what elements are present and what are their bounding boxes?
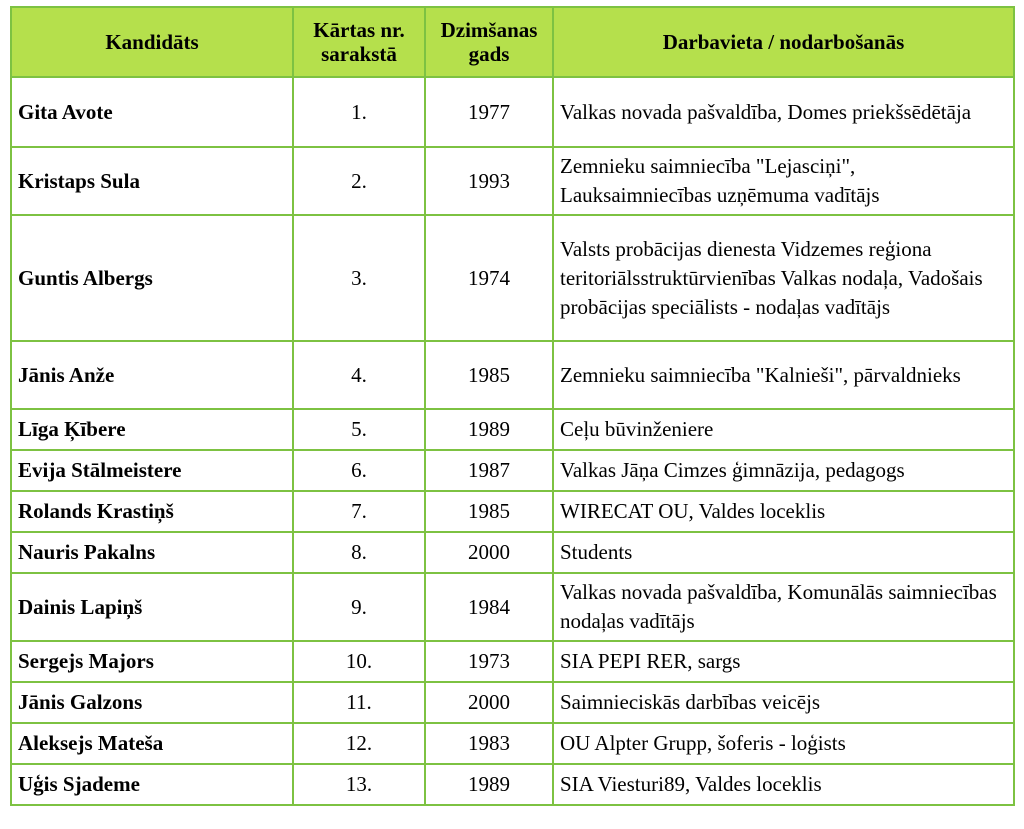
candidate-name: Dainis Lapiņš	[11, 573, 293, 641]
list-number: 1.	[293, 77, 425, 147]
list-number: 6.	[293, 450, 425, 491]
occupation: Ceļu būvinženiere	[553, 409, 1014, 450]
birth-year: 1989	[425, 764, 553, 805]
table-row	[11, 147, 1014, 215]
list-number: 11.	[293, 682, 425, 723]
list-number: 3.	[293, 215, 425, 341]
header-birth-year: Dzimšanas gads	[425, 7, 553, 77]
occupation: Valkas novada pašvaldība, Komunālās saimniecības nodaļas vadītājs	[553, 573, 1014, 641]
birth-year: 1974	[425, 215, 553, 341]
birth-year: 1983	[425, 723, 553, 764]
header-occupation: Darbavieta / nodarbošanās	[553, 7, 1014, 77]
candidate-name: Sergejs Majors	[11, 641, 293, 682]
birth-year: 1977	[425, 77, 553, 147]
list-number: 12.	[293, 723, 425, 764]
candidate-name: Gita Avote	[11, 77, 293, 147]
occupation: Valkas Jāņa Cimzes ģimnāzija, pedagogs	[553, 450, 1014, 491]
birth-year: 1985	[425, 491, 553, 532]
table-row	[11, 215, 1014, 341]
table-row	[11, 491, 1014, 532]
table-row	[11, 409, 1014, 450]
occupation: WIRECAT OU, Valdes loceklis	[553, 491, 1014, 532]
table-row	[11, 723, 1014, 764]
list-number: 4.	[293, 341, 425, 409]
occupation: SIA PEPI RER, sargs	[553, 641, 1014, 682]
occupation: Zemnieku saimniecība "Kalnieši", pārvaldnieks	[553, 341, 1014, 409]
candidate-name: Jānis Galzons	[11, 682, 293, 723]
occupation: Saimnieciskās darbības veicējs	[553, 682, 1014, 723]
birth-year: 1993	[425, 147, 553, 215]
table-row	[11, 450, 1014, 491]
occupation: Students	[553, 532, 1014, 573]
table-row	[11, 573, 1014, 641]
birth-year: 1985	[425, 341, 553, 409]
occupation: Valsts probācijas dienesta Vidzemes reģiona teritoriālsstruktūrvienības Valkas nodaļa, Vadošais probācijas speciālists - nodaļas vadītājs	[553, 215, 1014, 341]
list-number: 7.	[293, 491, 425, 532]
candidate-name: Rolands Krastiņš	[11, 491, 293, 532]
list-number: 8.	[293, 532, 425, 573]
table-row	[11, 764, 1014, 805]
candidate-name: Līga Ķībere	[11, 409, 293, 450]
table-header	[11, 7, 1014, 77]
header-list-number: Kārtas nr. sarakstā	[293, 7, 425, 77]
header-row	[11, 7, 1014, 77]
birth-year: 1987	[425, 450, 553, 491]
candidates-table	[10, 6, 1015, 806]
list-number: 9.	[293, 573, 425, 641]
list-number: 10.	[293, 641, 425, 682]
candidate-name: Nauris Pakalns	[11, 532, 293, 573]
occupation: Zemnieku saimniecība "Lejasciņi", Lauksaimniecības uzņēmuma vadītājs	[553, 147, 1014, 215]
occupation: Valkas novada pašvaldība, Domes priekšsēdētāja	[553, 77, 1014, 147]
list-number: 2.	[293, 147, 425, 215]
list-number: 5.	[293, 409, 425, 450]
candidate-name: Evija Stālmeistere	[11, 450, 293, 491]
occupation: SIA Viesturi89, Valdes loceklis	[553, 764, 1014, 805]
candidate-name: Uģis Sjademe	[11, 764, 293, 805]
list-number: 13.	[293, 764, 425, 805]
table-row	[11, 77, 1014, 147]
candidate-name: Jānis Anže	[11, 341, 293, 409]
candidate-name: Guntis Albergs	[11, 215, 293, 341]
candidate-name: Aleksejs Mateša	[11, 723, 293, 764]
table-row	[11, 682, 1014, 723]
occupation: OU Alpter Grupp, šoferis - loģists	[553, 723, 1014, 764]
birth-year: 1989	[425, 409, 553, 450]
birth-year: 1984	[425, 573, 553, 641]
birth-year: 2000	[425, 682, 553, 723]
candidate-name: Kristaps Sula	[11, 147, 293, 215]
table-row	[11, 341, 1014, 409]
birth-year: 2000	[425, 532, 553, 573]
table-body	[11, 77, 1014, 805]
birth-year: 1973	[425, 641, 553, 682]
header-candidate: Kandidāts	[11, 7, 293, 77]
table-row	[11, 532, 1014, 573]
table-row	[11, 641, 1014, 682]
